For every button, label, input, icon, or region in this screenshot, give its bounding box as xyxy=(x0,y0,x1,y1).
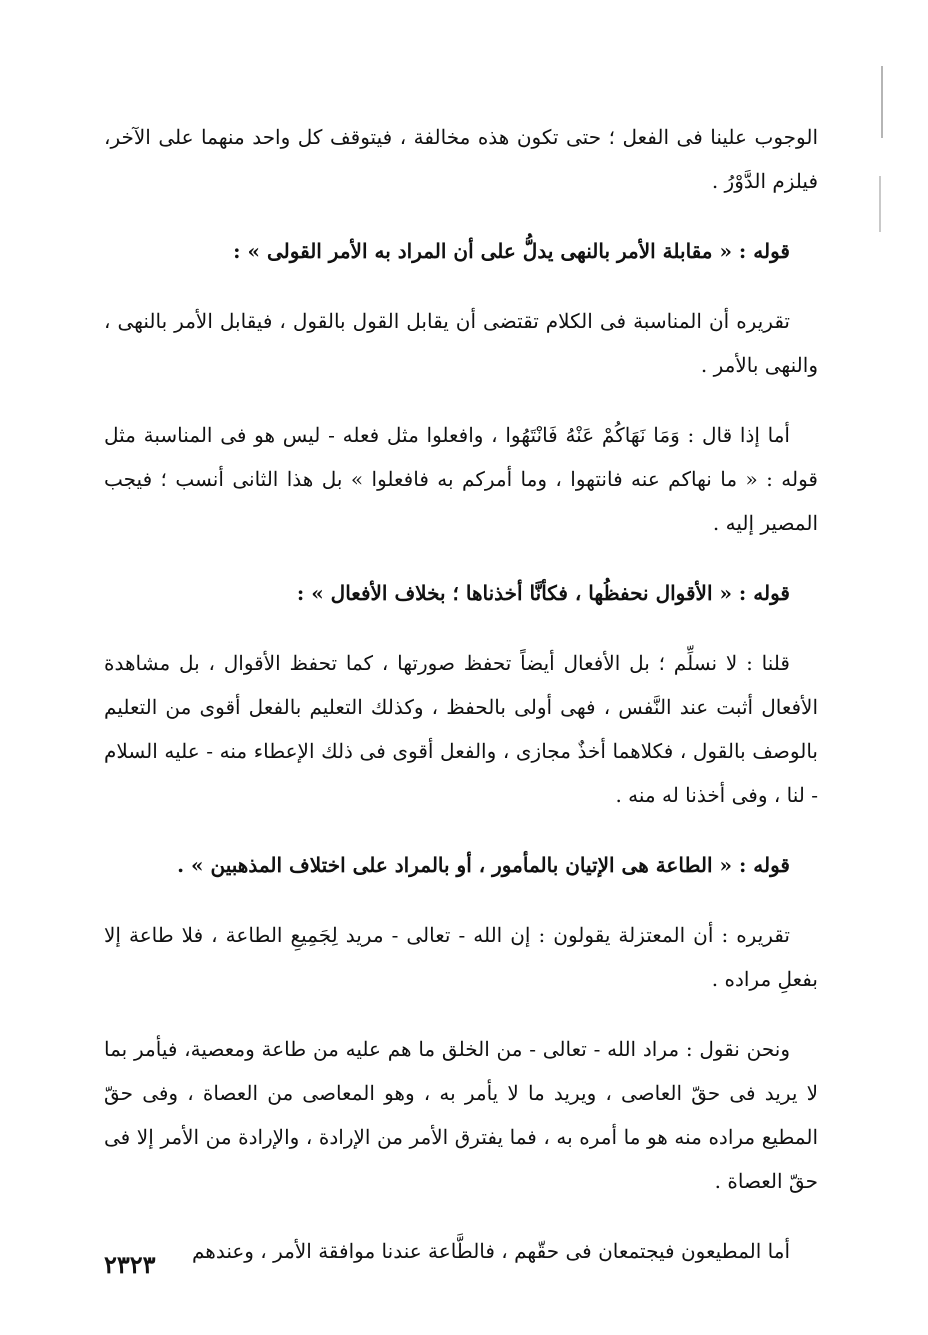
paragraph: تقريره أن المناسبة فى الكلام تقتضى أن يقابل القول بالقول ، فيقابل الأمر بالنهى ، والنهى بالأمر . xyxy=(104,309,818,377)
paragraph: قلنا : لا نسلِّم ؛ بل الأفعال أيضاً تحفظ صورتها ، كما تحفظ الأقوال ، بل مشاهدة الأفعال أثبت عند النَّفس ، فهى أولى بالحفظ ، وكذلك التعليم بالفعل أقوى من التعليم بالوصف بالقول ، فكلاهما أخذٌ مجازى ، والفعل أقوى فى ذلك الإعطاء منه - عليه السلام - لنا ، وفى أخذنا له منه . xyxy=(104,651,818,807)
scan-edge-mark xyxy=(879,176,881,232)
page-number: ٢٣٢٣ xyxy=(104,1250,156,1279)
paragraph-quote-heading: قوله : « مقابلة الأمر بالنهى يدلُّ على أن المراد به الأمر القولى » : xyxy=(233,239,790,263)
paragraph: أما المطيعون فيجتمعان فى حقّهم ، فالطَّاعة عندنا موافقة الأمر ، وعندهم xyxy=(191,1239,790,1263)
body-text xyxy=(104,115,818,1299)
paragraph: ونحن نقول : مراد الله - تعالى - من الخلق ما هم عليه من طاعة ومعصية، فيأمر بما لا يريد فى حقّ العاصى ، ويريد ما لا يأمر به ، وهو المعاصى من العصاة ، وفى حقّ المطيع مراده منه هو ما أمره به ، فما يفترق الأمر من الإرادة ، والإرادة من الأمر إلا فى حقّ العصاة . xyxy=(104,1037,818,1193)
paragraph-quote-heading: قوله : « الطاعة هى الإتيان بالمأمور ، أو بالمراد على اختلاف المذهبين » . xyxy=(177,853,790,877)
paragraph: الوجوب علينا فى الفعل ؛ حتى تكون هذه مخالفة ، فيتوقف كل واحد منهما على الآخر، فيلزم الدَّوْرُ . xyxy=(104,125,818,193)
paragraph: تقريره : أن المعتزلة يقولون : إن الله - تعالى - مريد لِجَمِيعِ الطاعة ، فلا طاعة إلا بفعلِ مراده . xyxy=(104,923,818,991)
scan-edge-mark xyxy=(881,66,883,138)
paragraph-quote-heading: قوله : « الأقوال نحفظُها ، فكأنَّا أخذناها ؛ بخلاف الأفعال » : xyxy=(296,581,790,605)
paragraph: أما إذا قال : وَمَا نَهَاكُمْ عَنْهُ فَانْتَهُوا ، وافعلوا مثل فعله - ليس هو فى المناسبة مثل قوله : « ما نهاكم عنه فانتهوا ، وما أمركم به فافعلوا » بل هذا الثانى أنسب ؛ فيجب المصير إليه . xyxy=(104,423,818,535)
